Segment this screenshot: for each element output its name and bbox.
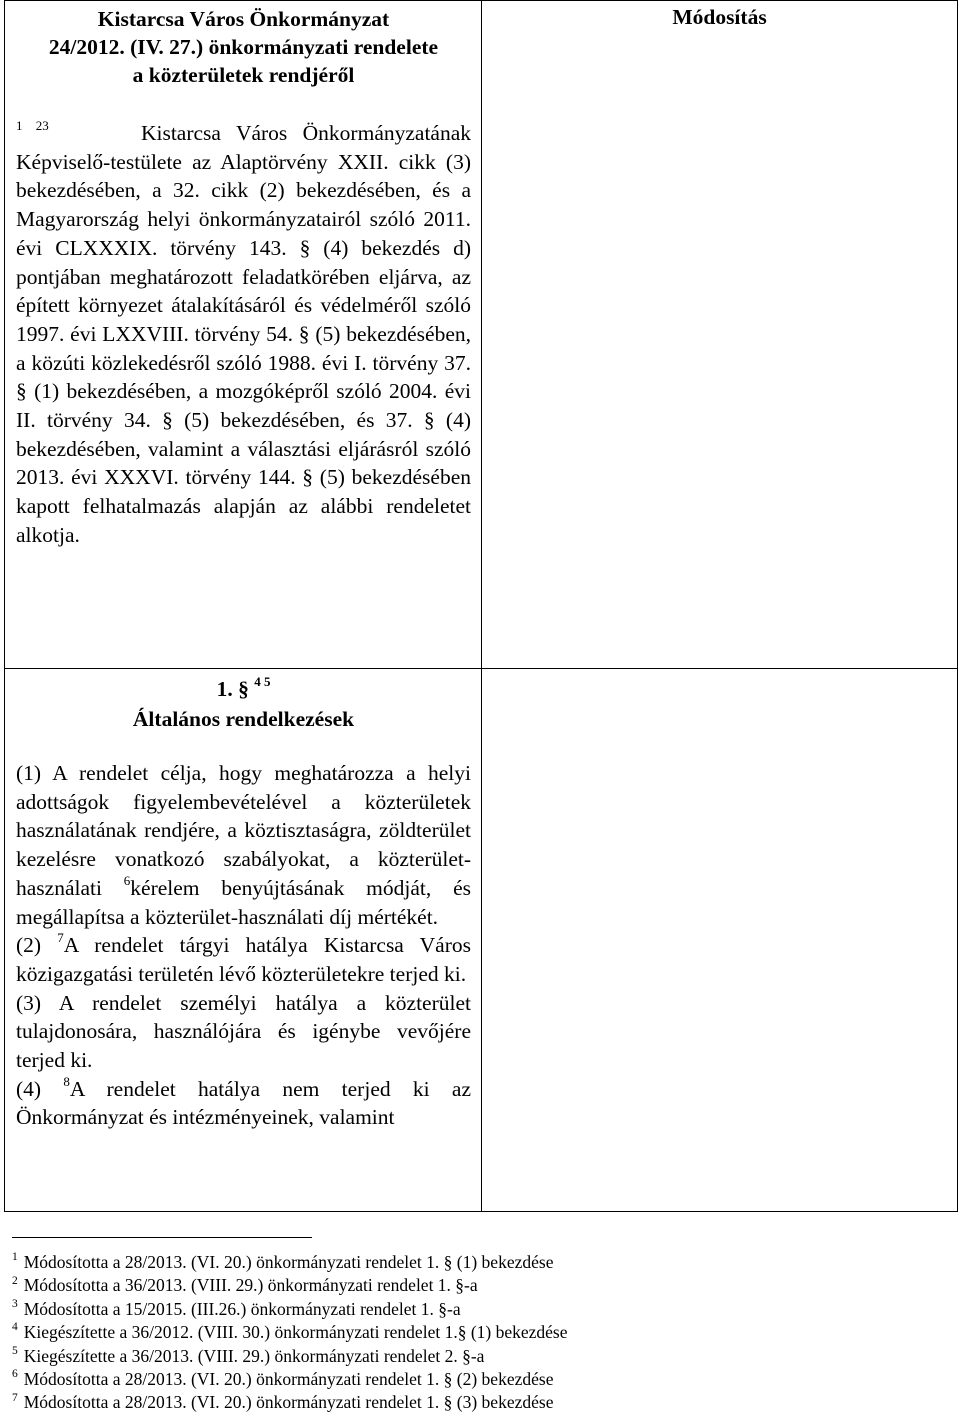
paragraph-4 xyxy=(16,1075,471,1132)
footnote-number: 2 xyxy=(12,1274,18,1287)
paragraph-2-number: (2) xyxy=(16,933,58,958)
paragraph-1-text: A rendelet célja, hogy meghatározza a helyi adottságok figyelembevételével a közterületek használatának rendjére, a köztisztaságra, zöldterület kezelésre vonatkozó szabályokat, a közterület-használati xyxy=(16,761,472,900)
footnote-text: Kiegészítette a 36/2012. (VIII. 30.) önkormányzati rendelet 1.§ (1) bekezdése xyxy=(23,1322,568,1343)
footnote xyxy=(12,1251,912,1274)
footnote xyxy=(12,1298,912,1321)
modification-cell-top xyxy=(482,1,958,669)
footnote-text: Módosította a 15/2015. (III.26.) önkormányzati rendelet 1. §-a xyxy=(23,1298,461,1319)
section-title: Általános rendelkezések xyxy=(132,707,355,731)
footnote-number: 6 xyxy=(12,1368,18,1381)
regulation-cell-body xyxy=(5,669,482,1212)
footnote-number: 3 xyxy=(12,1297,18,1310)
footnote xyxy=(12,1368,912,1391)
footnote xyxy=(12,1274,912,1297)
footnote-number: 5 xyxy=(12,1344,18,1357)
paragraph-1-text-tail: kérelem benyújtásának módját, és megállapítsa a közterület-használati díj mértékét. xyxy=(16,875,471,929)
section-heading xyxy=(16,675,471,733)
title-line-1: Kistarcsa Város Önkormányzat xyxy=(97,7,390,31)
section-footnote-marks: 4 5 xyxy=(254,673,271,689)
footnote xyxy=(12,1391,912,1414)
footnote xyxy=(12,1345,912,1368)
footnote-text: Módosította a 36/2013. (VIII. 29.) önkormányzati rendelet 1. §-a xyxy=(23,1275,478,1296)
preamble xyxy=(16,119,471,550)
footnote-text: Módosította a 28/2013. (VI. 20.) önkormányzati rendelet 1. § (1) bekezdése xyxy=(23,1252,554,1272)
paragraph-2 xyxy=(16,931,471,988)
document-title xyxy=(16,5,471,89)
footnote-text: Módosította a 28/2013. (VI. 20.) önkormányzati rendelet 1. § (2) bekezdése xyxy=(23,1369,554,1390)
footnote-separator xyxy=(12,1237,312,1238)
paragraph-2-text: A rendelet tárgyi hatálya Kistarcsa Város közigazgatási területén lévő közterületekre terjed ki. xyxy=(16,933,471,986)
footnote-text: Kiegészítette a 36/2013. (VIII. 29.) önkormányzati rendelet 2. §-a xyxy=(23,1345,485,1366)
paragraph-1 xyxy=(16,759,471,931)
footnote-number: 1 xyxy=(12,1251,18,1264)
section-number: 1. § xyxy=(216,677,249,701)
regulation-table xyxy=(4,0,958,1212)
paragraph-4-footnote-mark: 8 xyxy=(63,1073,70,1089)
footnote-number: 7 xyxy=(12,1391,18,1404)
paragraph-3-text: A rendelet személyi hatálya a közterület tulajdonosára, használójára és igénybe vevőjére terjed ki. xyxy=(16,990,471,1073)
preamble-footnote-marks: 1 23 xyxy=(16,117,49,133)
paragraph-2-footnote-mark: 7 xyxy=(57,930,64,946)
paragraph-1-number: (1) xyxy=(16,761,53,785)
preamble-text: Kistarcsa Város Önkormányzatának Képviselő-testülete az Alaptörvény XXII. cikk (3) bekezdésében, a 32. cikk (2) bekezdésében, és a Magyarország helyi önkormányzatairól szóló 2011. évi CLXXXIX. törvény 143. § (4) bekezdés d) pontjában meghatározott feladatkörében eljárva, az épített környezet átalakításáról és védelméről szóló 1997. évi LXXVIII. törvény 54. § (5) bekezdésében, a közúti közlekedésről szóló 1988. évi I. törvény 37. § (1) bekezdésében, a mozgóképről szóló 2004. évi II. törvény 34. § (5) bekezdésében, és 37. § (4) bekezdésében, valamint a választási eljárásról szóló 2013. évi XXXVI. törvény 144. § (5) bekezdésében kapott felhatalmazás alapján az alábbi rendeletet alkotja. xyxy=(16,121,472,547)
modification-cell-body xyxy=(482,669,958,1212)
title-line-2: 24/2012. (IV. 27.) önkormányzati rendelete xyxy=(48,35,439,59)
footnote xyxy=(12,1321,912,1344)
footnotes xyxy=(12,1251,912,1415)
footnote-text: Módosította a 28/2013. (VI. 20.) önkormányzati rendelet 1. § (3) bekezdése xyxy=(23,1392,554,1413)
paragraph-3-number: (3) xyxy=(16,990,59,1015)
footnote-number: 4 xyxy=(12,1321,18,1334)
paragraph-4-number: (4) xyxy=(16,1076,64,1101)
paragraph-1-footnote-mark: 6 xyxy=(123,872,131,888)
paragraph-3 xyxy=(16,989,471,1075)
paragraph-4-text: A rendelet hatálya nem terjed ki az Önkormányzat és intézményeinek, valamint xyxy=(16,1076,471,1130)
title-line-3: a közterületek rendjéről xyxy=(132,63,355,87)
modification-title: Módosítás xyxy=(672,5,767,29)
regulation-cell-top xyxy=(5,1,482,669)
